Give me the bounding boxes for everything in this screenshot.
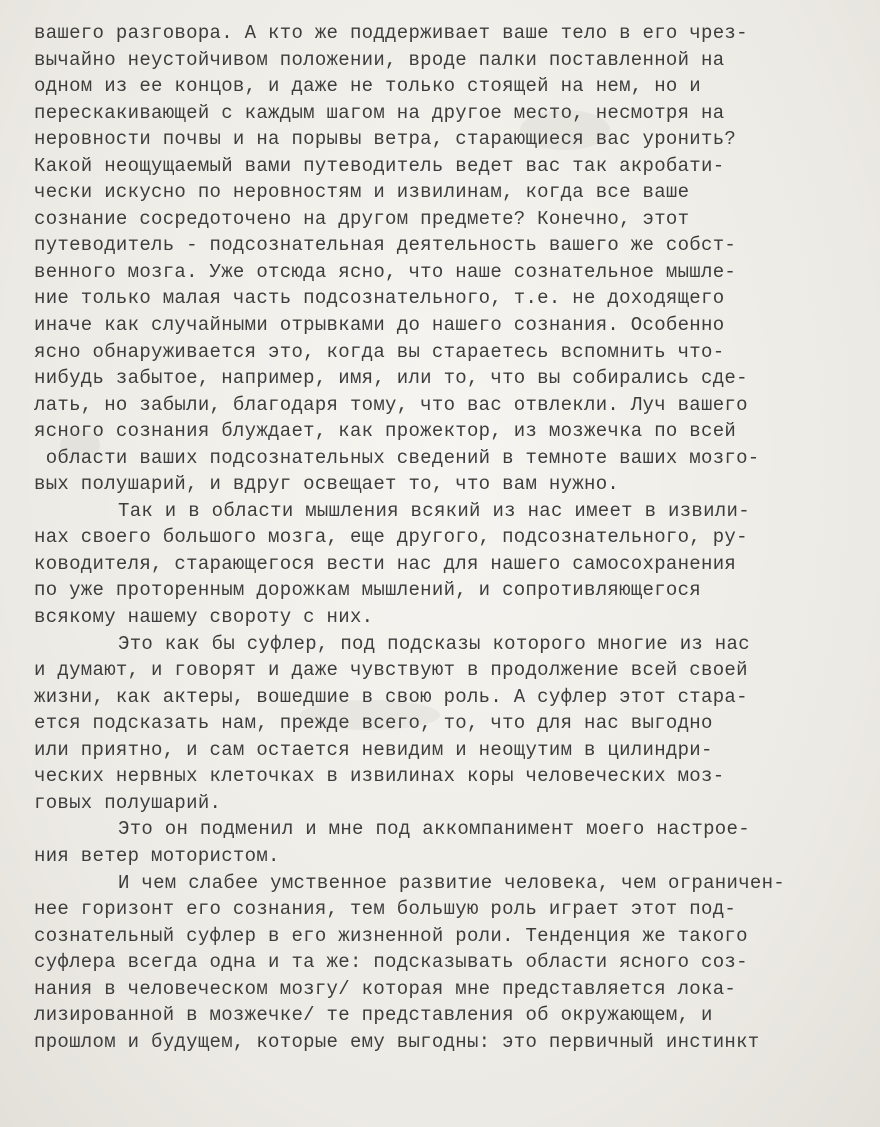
page-text [34, 20, 874, 1055]
text-line: нее горизонт его сознания, тем большую роль играет этот под- [34, 898, 737, 921]
text-line: говых полушарий. [34, 791, 222, 814]
text-line: ется подсказать нам, прежде всего, то, что для нас выгодно [34, 712, 713, 735]
text-line: по уже проторенным дорожкам мышлений, и сопротивляющегося [34, 579, 702, 602]
text-line: одном из ее концов, и даже не только стоящей на нем, но и [34, 75, 702, 98]
text-line: жизни, как актеры, вошедшие в свою роль. А суфлер этот стара- [34, 685, 748, 708]
text-line: перескакивающей с каждым шагом на другое место, несмотря на [34, 101, 725, 124]
text-line: или приятно, и сам остается невидим и неощутим в цилиндри- [34, 738, 713, 761]
text-line: суфлера всегда одна и та же: подсказывать области ясного соз- [34, 951, 748, 974]
text-line: всякому нашему свороту с них. [34, 606, 374, 629]
text-line: области ваших подсознательных сведений в темноте ваших мозго- [34, 446, 760, 469]
text-line: чески искусно по неровностям и извилинам, когда все ваше [34, 181, 690, 204]
text-line: сознательный суфлер в его жизненной роли. Тенденция же такого [34, 924, 748, 947]
paragraph-start-line: И чем слабее умственное развитие человека, чем ограничен- [118, 871, 786, 894]
text-line: нибудь забытое, например, имя, или то, что вы собирались сде- [34, 367, 748, 390]
paragraph-start-line: Это как бы суфлер, под подсказы которого многие из нас [118, 632, 750, 655]
text-line: прошлом и будущем, которые ему выгодны: это первичный инстинкт [34, 1030, 760, 1053]
text-line: иначе как случайными отрывками до нашего сознания. Особенно [34, 314, 725, 337]
text-line: нах своего большого мозга, еще другого, подсознательного, ру- [34, 526, 748, 549]
text-line: неровности почвы и на порывы ветра, старающиеся вас уронить? [34, 128, 737, 151]
paragraph-start-line: Это он подменил и мне под аккомпанимент моего настрое- [118, 818, 750, 841]
text-line: вых полушарий, и вдруг освещает то, что вам нужно. [34, 473, 620, 496]
text-line: ясно обнаруживается это, когда вы стараетесь вспомнить что- [34, 340, 725, 363]
text-line: путеводитель - подсознательная деятельность вашего же собст- [34, 234, 737, 257]
text-line: ческих нервных клеточках в извилинах коры человеческих моз- [34, 765, 725, 788]
text-line: лать, но забыли, благодаря тому, что вас отвлекли. Луч вашего [34, 393, 748, 416]
text-line: ние только малая часть подсознательного, т.е. не доходящего [34, 287, 725, 310]
text-line: ководителя, старающегося вести нас для нашего самосохранения [34, 552, 737, 575]
text-line: вашего разговора. А кто же поддерживает ваше тело в его чрез- [34, 22, 748, 44]
text-line: Какой неощущаемый вами путеводитель ведет вас так акробати- [34, 154, 725, 177]
text-line: ясного сознания блуждает, как прожектор, из мозжечка по всей [34, 420, 737, 443]
text-line: нания в человеческом мозгу/ которая мне представляется лока- [34, 977, 737, 1000]
text-line: сознание сосредоточено на другом предмете? Конечно, этот [34, 207, 690, 230]
text-line: и думают, и говорят и даже чувствуют в продолжение всей своей [34, 659, 748, 682]
text-line: лизированной в мозжечке/ те представления об окружающем, и [34, 1004, 713, 1027]
paragraph-start-line: Так и в области мышления всякий из нас имеет в извили- [118, 499, 750, 522]
text-line: венного мозга. Уже отсюда ясно, что наше сознательное мышле- [34, 260, 737, 283]
text-line: вычайно неустойчивом положении, вроде палки поставленной на [34, 48, 725, 71]
text-line: ния ветер мотористом. [34, 844, 280, 867]
